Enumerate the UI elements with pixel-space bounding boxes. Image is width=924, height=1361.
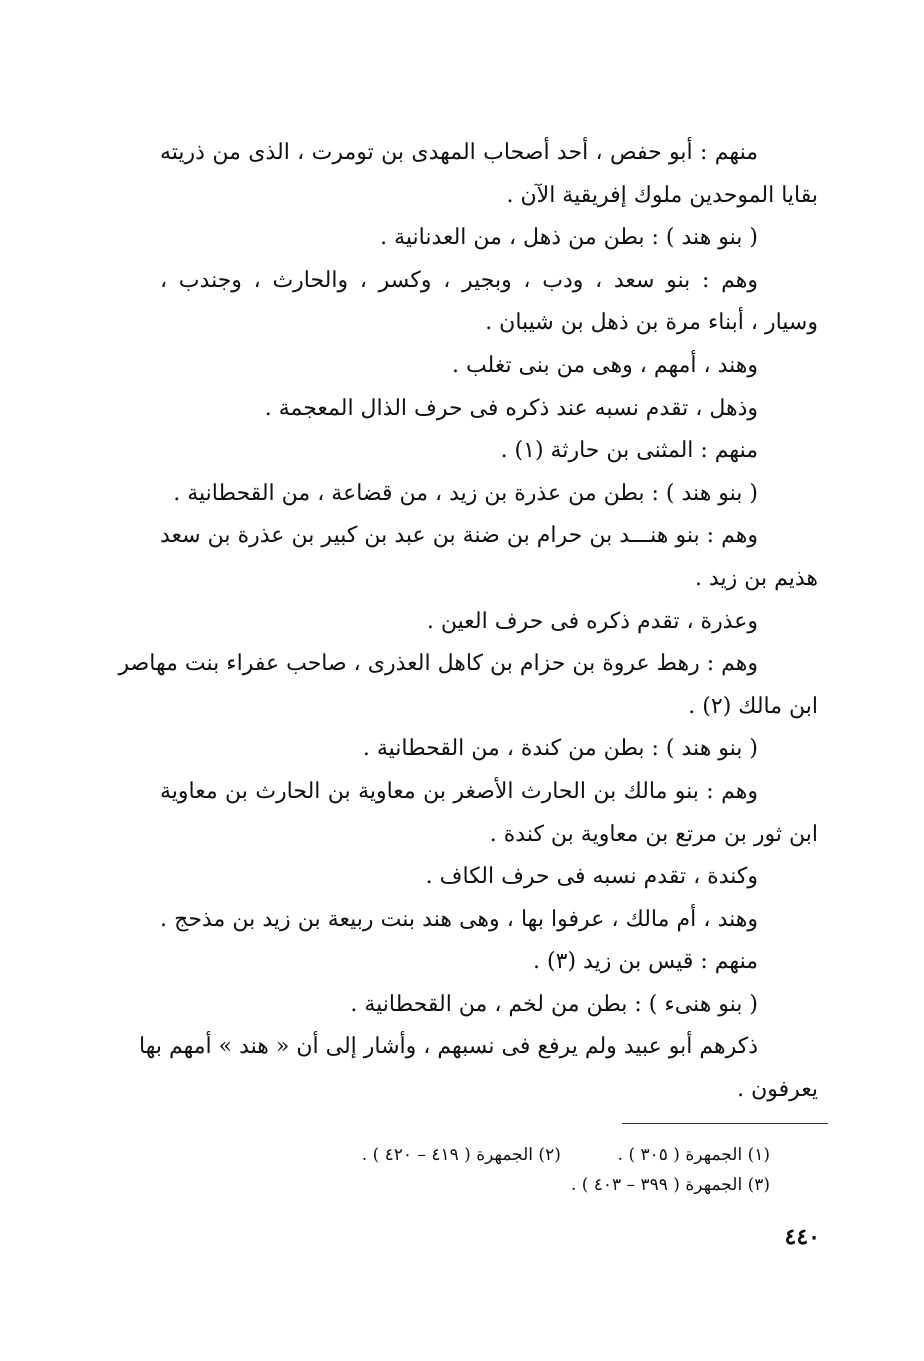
text-line: بقايا الموحدين ملوك إفريقية الآن . — [506, 182, 818, 208]
text-line: ( بنو هند ) : بطن من ذهل ، من العدنانية . — [380, 225, 758, 251]
text-line: منهم : المثنى بن حارثة (١) . — [500, 438, 758, 464]
text-line: وعذرة ، تقدم ذكره فى حرف العين . — [426, 608, 758, 634]
footnote-3: (٣) الجمهرة ( ٣٩٩ – ٤٠٣ ) . — [570, 1175, 770, 1195]
footnote-row — [300, 1170, 770, 1200]
footnote-divider — [622, 1123, 828, 1124]
page-number: ٤٤٠ — [784, 1224, 820, 1250]
text-line: وسيار ، أبناء مرة بن ذهل بن شيبان . — [485, 310, 818, 336]
text-line: هذيم بن زيد . — [694, 565, 818, 591]
text-line: ابن ثور بن مرتع بن معاوية بن كندة . — [489, 821, 818, 847]
text-line: منهم : قيس بن زيد (٣) . — [533, 949, 758, 975]
main-text — [118, 132, 818, 1112]
text-line: وكندة ، تقدم نسبه فى حرف الكاف . — [425, 864, 758, 890]
text-line: وهم : بنو مالك بن الحارث الأصغر بن معاوية بن الحارث بن معاوية — [160, 778, 758, 804]
text-line: يعرفون . — [737, 1077, 818, 1103]
footnote-row — [300, 1140, 770, 1170]
text-line: ( بنو هند ) : بطن من كندة ، من القحطانية . — [362, 736, 758, 762]
text-line: وهند ، أمهم ، وهى من بنى تغلب . — [451, 352, 758, 378]
text-line: ( بنو هنىء ) : بطن من لخم ، من القحطانية . — [350, 991, 758, 1017]
text-line: وهند ، أم مالك ، عرفوا بها ، وهى هند بنت ربيعة بن زيد بن مذحج . — [160, 906, 758, 932]
text-line: وذهل ، تقدم نسبه عند ذكره فى حرف الذال المعجمة . — [264, 395, 758, 421]
text-line: ذكرهم أبو عبيد ولم يرفع فى نسبهم ، وأشار إلى أن « هند » أمهم بها — [139, 1034, 758, 1060]
text-line: ابن مالك (٢) . — [688, 693, 818, 719]
footnote-2: (٢) الجمهرة ( ٤١٩ – ٤٢٠ ) . — [361, 1145, 561, 1165]
text-line: وهم : بنو هنـــد بن حرام بن ضنة بن عبد بن كبير بن عذرة بن سعد — [160, 523, 758, 549]
footnotes — [300, 1140, 770, 1200]
text-line: وهم : رهط عروة بن حزام بن كاهل العذرى ، صاحب عفراء بنت مهاصر — [118, 651, 758, 677]
text-line: منهم : أبو حفص ، أحد أصحاب المهدى بن تومرت ، الذى من ذريته — [160, 140, 758, 165]
text-line: وهم : بنو سعد ، ودب ، وبجير ، وكسر ، والحارث ، وجندب ، — [160, 267, 758, 293]
text-line: ( بنو هند ) : بطن من عذرة بن زيد ، من قضاعة ، من القحطانية . — [173, 480, 758, 506]
footnote-1: (١) الجمهرة ( ٣٠٥ ) . — [617, 1145, 770, 1165]
